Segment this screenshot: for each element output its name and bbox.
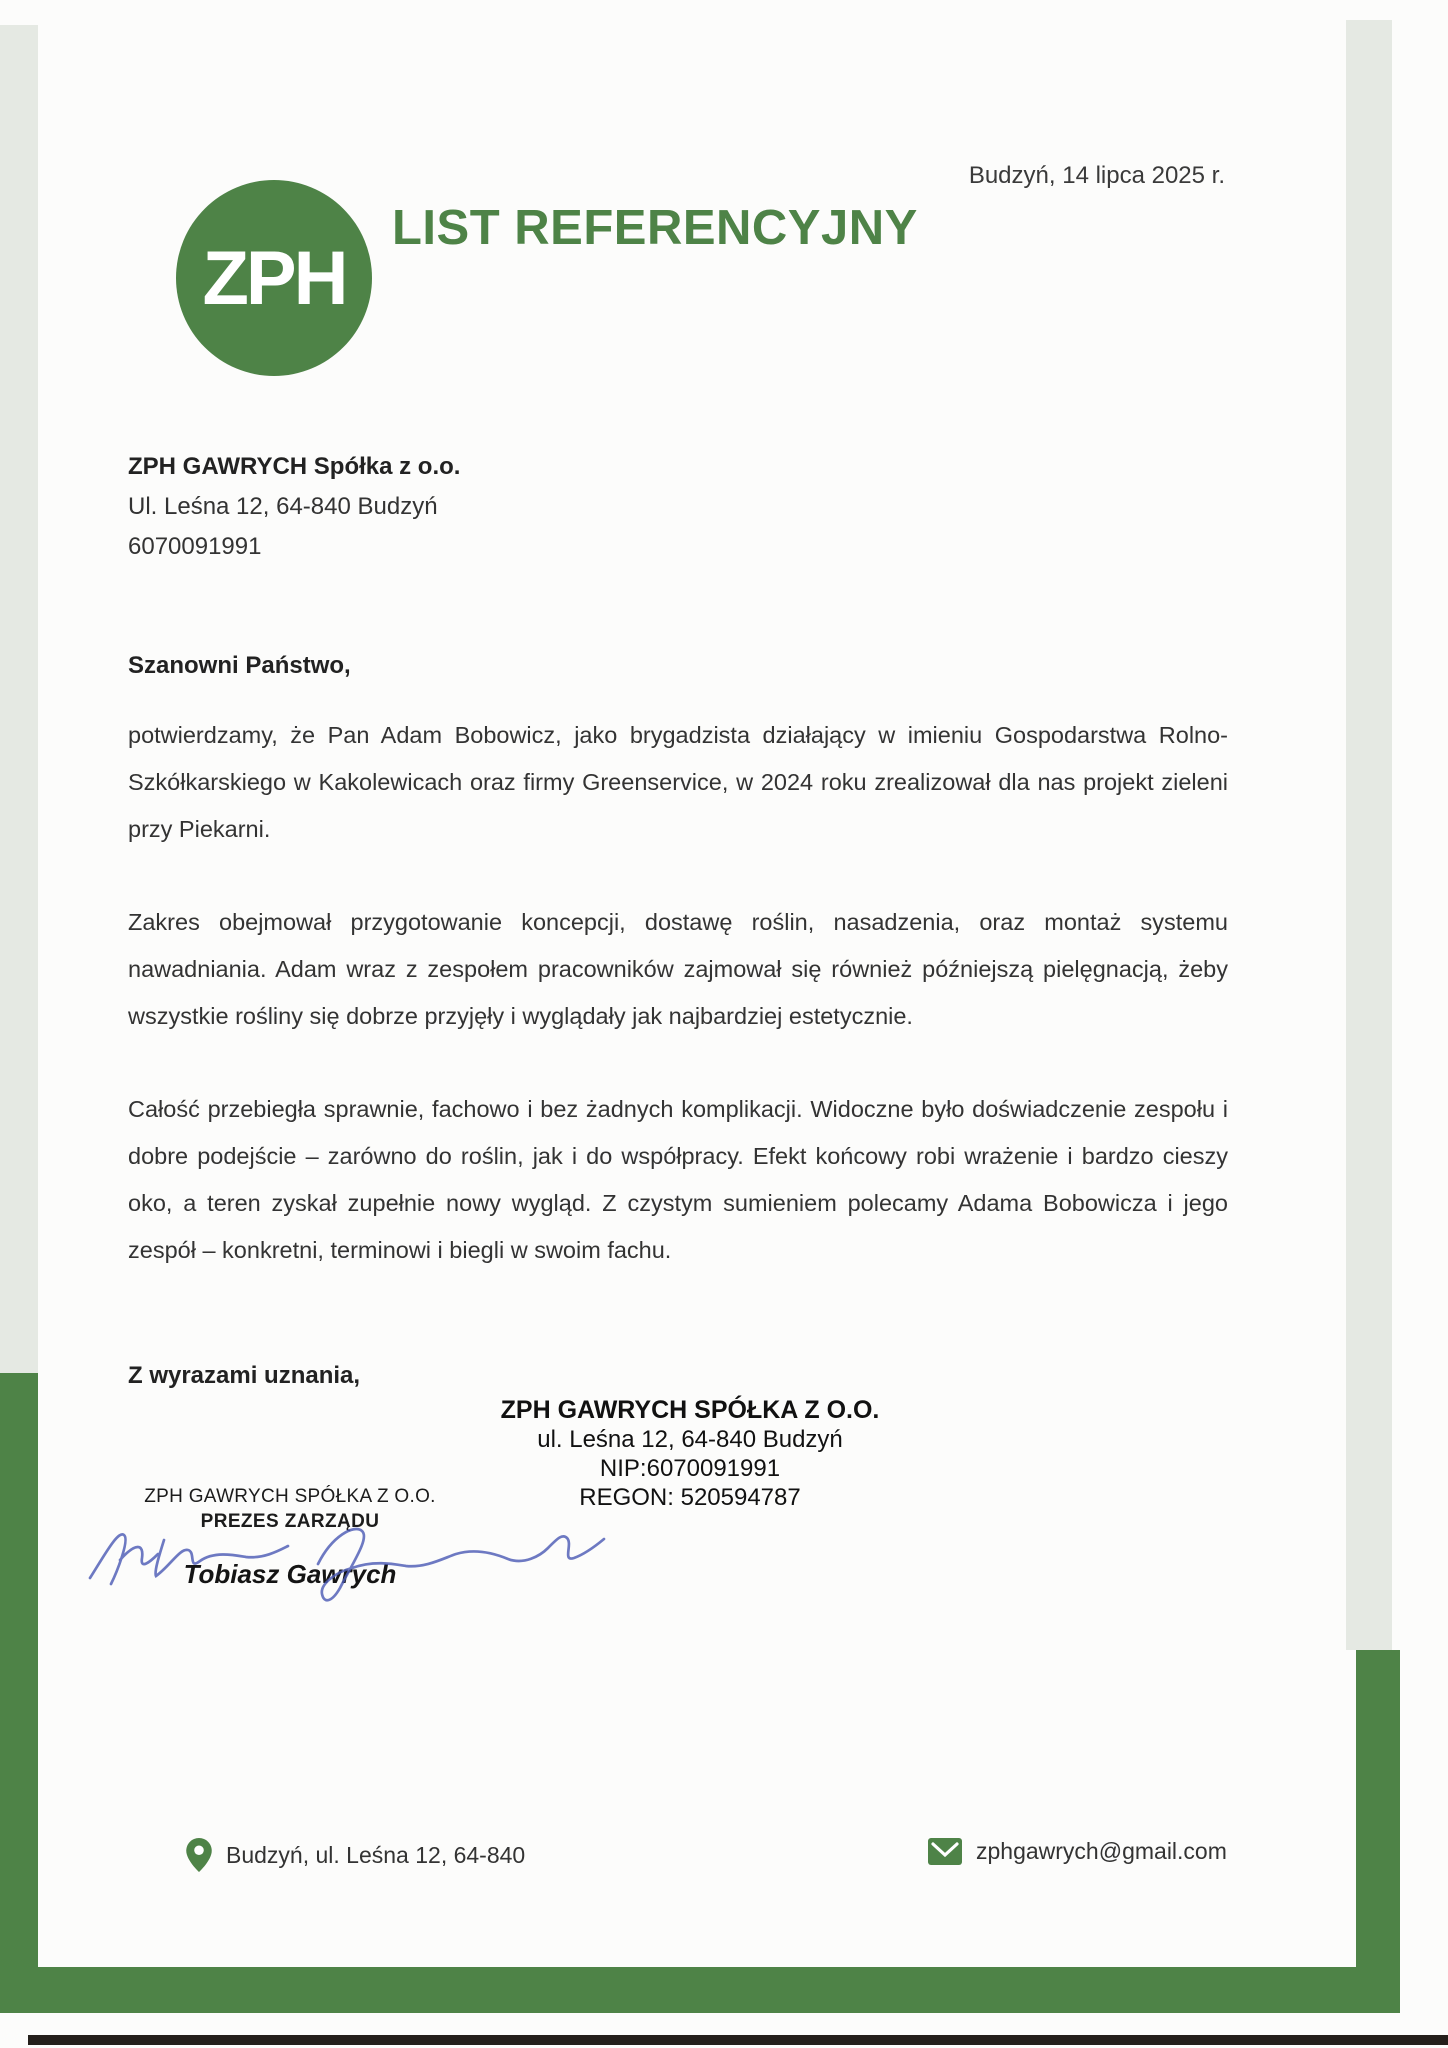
footer-address: Budzyń, ul. Leśna 12, 64-840	[226, 1841, 526, 1868]
zph-logo-text: ZPH	[202, 235, 346, 321]
stamp-regon: REGON: 520594787	[579, 1484, 801, 1511]
sender-address: Ul. Leśna 12, 64-840 Budzyń	[128, 493, 438, 520]
signature-block	[105, 1486, 475, 1590]
stamp-address: ul. Leśna 12, 64-840 Budzyń	[537, 1426, 843, 1453]
sender-nip: 6070091991	[128, 533, 262, 560]
footer-email-text: zphgawrych@gmail.com	[976, 1838, 1227, 1864]
sender-company: ZPH GAWRYCH Spółka z o.o.	[128, 453, 461, 480]
left-border-light	[0, 25, 38, 1373]
signature-company: ZPH GAWRYCH SPÓŁKA Z O.O.	[144, 1486, 436, 1507]
footer-email	[928, 1838, 1227, 1865]
right-border-green	[1356, 1650, 1400, 2013]
stamp-company: ZPH GAWRYCH SPÓŁKA Z O.O.	[500, 1396, 880, 1424]
paragraph-3: Całość przebiegła sprawnie, fachowo i bez żadnych komplikacji. Widoczne było doświadczenie zespołu i dobre podejście – zarówno do roślin, jak i do współpracy. Efekt końcowy robi wrażenie i bardzo cieszy oko, a teren zyskał zupełnie nowy wygląd. Z czystym sumieniem polecamy Adama Bobowicza i jego zespół – konkretni, terminowi i biegli w swoim fachu.	[128, 1096, 1228, 1263]
bottom-green-band	[0, 1967, 1400, 2013]
signature-name: Tobiasz Gawrych	[183, 1559, 397, 1589]
letter-footer	[0, 1838, 1448, 1886]
paragraph-1: potwierdzamy, że Pan Adam Bobowicz, jako brygadzista działający w imieniu Gospodarstwa Rolno-Szkółkarskiego w Kakolewicach oraz firmy Greenservice, w 2024 roku zrealizował dla nas projekt zieleni przy Piekarni.	[128, 722, 1228, 842]
scan-edge-shadow	[28, 2035, 1448, 2045]
paragraph-2: Zakres obejmował przygotowanie koncepcji, dostawę roślin, nasadzenia, oraz montaż systemu nawadniania. Adam wraz z zespołem pracowników zajmował się również późniejszą pielęgnacją, żeby wszystkie rośliny się dobrze przyjęły i wyglądały jak najbardziej estetycznie.	[128, 909, 1228, 1029]
salutation: Szanowni Państwo,	[128, 652, 351, 679]
map-pin-icon	[186, 1838, 212, 1872]
envelope-icon	[928, 1838, 962, 1865]
signature-role: PREZES ZARZĄDU	[200, 1511, 380, 1532]
company-stamp	[430, 1396, 950, 1512]
right-border-light	[1346, 20, 1392, 1650]
footer-location	[186, 1838, 525, 1872]
stamp-nip: NIP:6070091991	[599, 1455, 781, 1482]
valediction: Z wyrazami uznania,	[128, 1362, 361, 1389]
sender-block	[128, 447, 460, 567]
letter-date: Budzyń, 14 lipca 2025 r.	[968, 162, 1225, 189]
letter-title: LIST REFERENCYJNY	[392, 201, 918, 255]
letter-body	[128, 712, 1228, 1274]
zph-logo	[176, 180, 372, 376]
left-border-green	[0, 1373, 38, 2013]
